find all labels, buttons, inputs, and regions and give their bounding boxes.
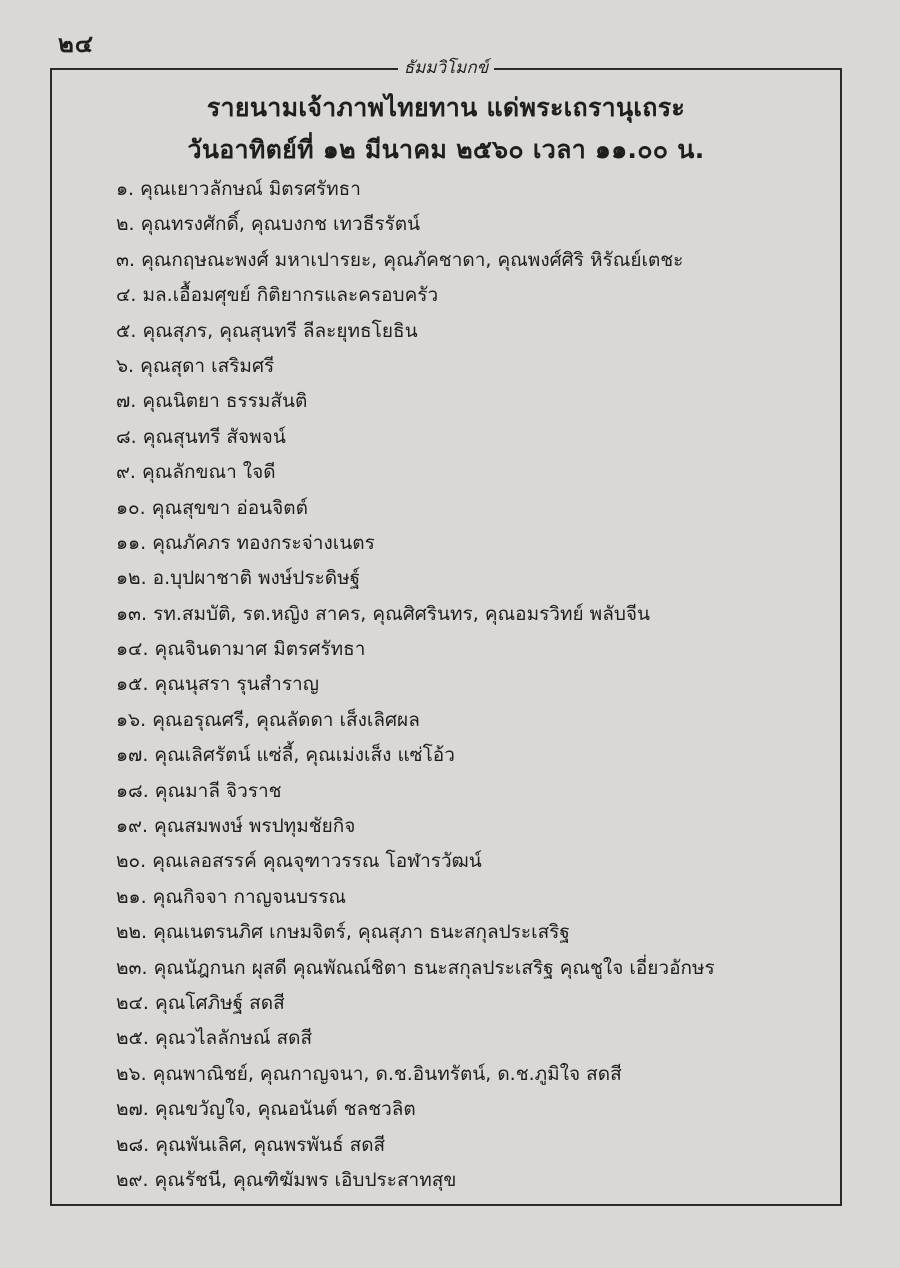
list-item: ๒๗. คุณขวัญใจ, คุณอนันต์ ชลชวลิต	[116, 1098, 416, 1121]
list-item: ๑๖. คุณอรุณศรี, คุณลัดดา เส็งเลิศผล	[116, 708, 420, 731]
list-item: ๑. คุณเยาวลักษณ์ มิตรศรัทธา	[116, 178, 361, 200]
list-item: ๑๕. คุณนุสรา รุนสำราญ	[116, 673, 319, 696]
list-item: ๑๒. อ.บุปผาชาติ พงษ์ประดิษฐ์	[116, 567, 361, 590]
list-date: วันอาทิตย์ที่ ๑๒ มีนาคม ๒๕๖๐ เวลา ๑๑.๐๐ น.	[187, 135, 705, 164]
list-item: ๒๑. คุณกิจจา กาญจนบรรณ	[116, 885, 347, 908]
list-item: ๑๔. คุณจินดามาศ มิตรศรัทธา	[116, 638, 366, 661]
page-number: ๒๔	[58, 30, 94, 58]
list-item: ๒๘. คุณพันเลิศ, คุณพรพันธ์ สดสี	[116, 1133, 386, 1156]
list-title: รายนามเจ้าภาพไทยทาน แด่พระเถรานุเถระ	[206, 93, 686, 122]
list-item: ๒๙. คุณรัชนี, คุณฑิฆัมพร เอิบประสาทสุข	[116, 1168, 457, 1191]
list-item: ๒๓. คุณนัฎกนก ผุสดี คุณพัณณ์ชิตา ธนะสกุลประเสริฐ คุณชูใจ เอี่ยวอักษร	[116, 956, 715, 979]
running-head-text: ธัมมวิโมกข์	[398, 54, 495, 81]
list-item: ๒๔. คุณโศภิษฐ์ สดสี	[116, 991, 285, 1014]
list-item: ๕. คุณสุภร, คุณสุนทรี ลีละยุทธโยธิน	[116, 319, 418, 342]
list-item: ๙. คุณลักขณา ใจดี	[116, 461, 276, 484]
list-item: ๖. คุณสุดา เสริมศรี	[116, 354, 275, 377]
list-item: ๒. คุณทรงศักดิ์, คุณบงกช เทวธีรรัตน์	[116, 213, 421, 236]
list-item: ๗. คุณนิตยา ธรรมสันติ	[116, 390, 308, 413]
list-item: ๒๕. คุณวไลลักษณ์ สดสี	[116, 1027, 313, 1050]
list-item: ๓. คุณกฤษณะพงศ์ มหาเปารยะ, คุณภัคชาดา, คุณพงศ์ศิริ หิรัณย์เตชะ	[116, 248, 684, 271]
list-item: ๑๗. คุณเลิศรัตน์ แซ่ลี้, คุณเม่งเส็ง แซ่โอ้ว	[116, 744, 455, 767]
list-item: ๑๓. รท.สมบัติ, รต.หญิง สาคร, คุณศิศรินทร, คุณอมรวิทย์ พลับจีน	[116, 602, 651, 625]
list-item: ๒๖. คุณพาณิชย์, คุณกาญจนา, ด.ช.อินทรัตน์, ด.ช.ภูมิใจ สดสี	[116, 1062, 622, 1085]
list-item: ๑๙. คุณสมพงษ์ พรปทุมชัยกิจ	[116, 815, 356, 838]
list-item: ๑๘. คุณมาลี จิวราช	[116, 779, 282, 802]
list-item: ๑๑. คุณภัคภร ทองกระจ่างเนตร	[116, 531, 375, 554]
list-item: ๔. มล.เอื้อมศุขย์ กิติยากรและครอบครัว	[116, 284, 439, 307]
list-item: ๑๐. คุณสุขขา อ่อนจิตต์	[116, 496, 308, 519]
content-frame	[50, 58, 842, 1206]
running-head	[52, 54, 840, 81]
list-item: ๒๐. คุณเลอสรรค์ คุณจุฑาวรรณ โอฬารวัฒน์	[116, 850, 482, 873]
donor-list	[116, 172, 836, 1198]
list-item: ๒๒. คุณเนตรนภิศ เกษมจิตร์, คุณสุภา ธนะสกุลประเสริฐ	[116, 921, 570, 944]
list-item: ๘. คุณสุนทรี สัจพจน์	[116, 425, 286, 448]
